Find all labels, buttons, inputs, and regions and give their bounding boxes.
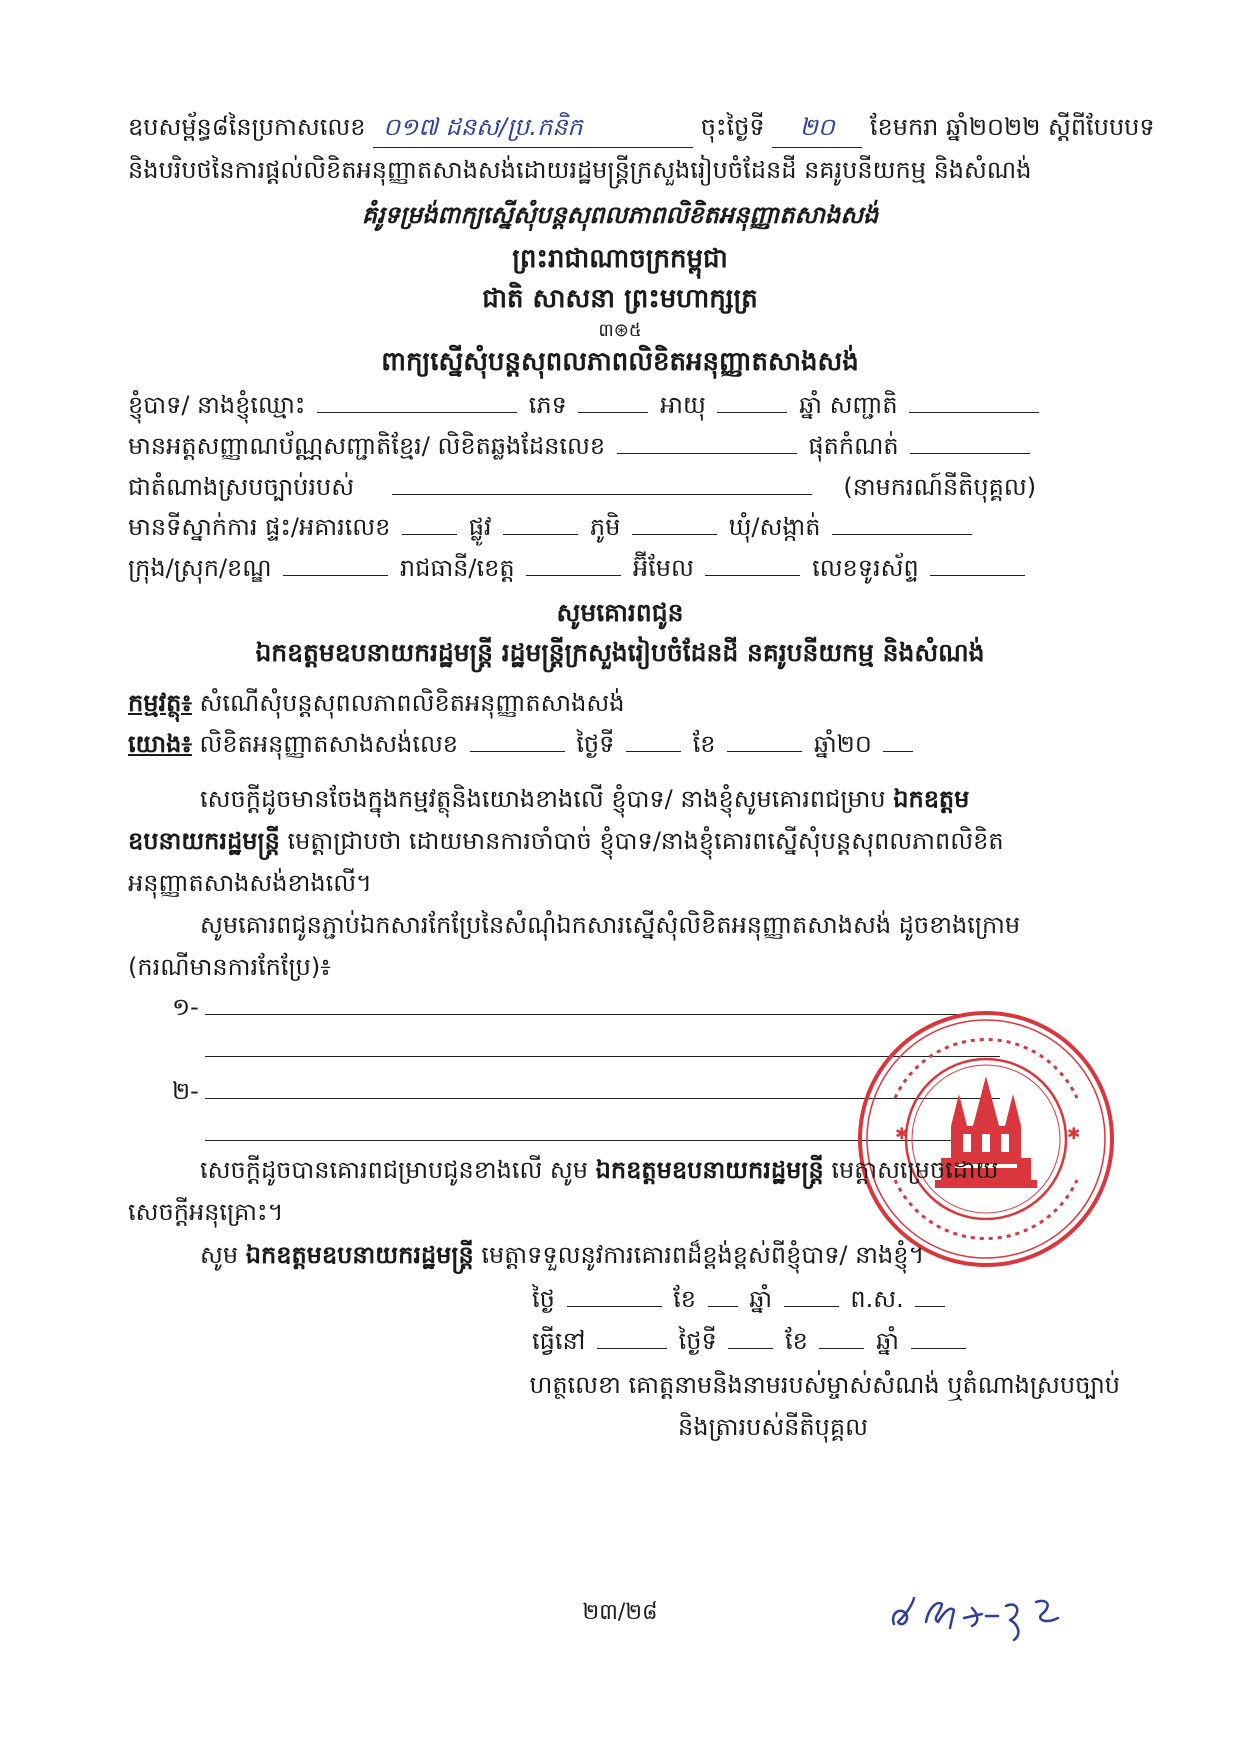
handwritten-signature <box>886 1584 1096 1644</box>
header-line1-end: ខែមករា ឆ្នាំ២០២២ ស្តីពីបែបបទ <box>869 113 1155 141</box>
made-at-label: ធ្វើនៅ <box>532 1327 586 1355</box>
page-number: ២៣/២៨ <box>582 1600 658 1625</box>
reference-text: លិខិតអនុញ្ញាតសាងសង់លេខ <box>199 730 459 758</box>
body-p1-line3: អនុញ្ញាតសាងសង់ខាងលើ។ <box>128 869 372 897</box>
svg-text:✱: ✱ <box>895 1124 909 1143</box>
prakas-day: ២០ <box>772 112 862 148</box>
address-label: មានទីស្នាក់ការ ផ្ទះ/អគារលេខ <box>128 513 391 541</box>
province-label: រាជធានី/ខេត្ត <box>399 554 515 582</box>
prakas-number: ០១៧ ដនស/ប្រ.កនិក <box>373 112 693 148</box>
city-field[interactable] <box>283 574 388 576</box>
lunar-month-field[interactable] <box>708 1305 738 1307</box>
body-p3-text: សេចក្តីដូចបានគោរពជម្រាបជូនខាងលើ សូម <box>200 1156 589 1184</box>
sex-field[interactable] <box>578 411 648 413</box>
date-year-label: ឆ្នាំ <box>876 1327 899 1355</box>
reference-day-label: ថ្ងៃទី <box>576 730 615 758</box>
date-year-field[interactable] <box>911 1347 966 1349</box>
entity-label: (នាមករណ៍នីតិបុគ្គល) <box>843 473 1037 501</box>
form-title: គំរូទម្រង់ពាក្យស្នើសុំបន្តសុពលភាពលិខិតអនុញ្ញាតសាងសង់ <box>361 201 879 229</box>
subject-text: សំណើសុំបន្តសុពលភាពលិខិតអនុញ្ញាតសាងសង់ <box>199 689 625 717</box>
year-label: ឆ្នាំ <box>799 391 822 419</box>
body-p2-line1: សូមគោរពជូនភ្ជាប់ឯកសារកែប្រែនៃសំណុំឯកសារស្នើសុំលិខិតអនុញ្ញាតសាងសង់ ដូចខាងក្រោម <box>200 911 1021 939</box>
commune-label: ឃុំ/សង្កាត់ <box>728 513 821 541</box>
body-p4-text: សូម <box>200 1241 239 1269</box>
expiry-field[interactable] <box>910 452 1030 454</box>
applicant-line4 <box>128 512 976 547</box>
province-field[interactable] <box>526 574 621 576</box>
body-p1-text: សេចក្តីដូចមានចែងក្នុងកម្មវត្ថុនិងយោងខាងលើ ខ្ញុំបាទ/ នាងខ្ញុំសូមគោរពជម្រាប <box>200 785 886 813</box>
name-field[interactable] <box>317 411 517 413</box>
lunar-month-label: ខែ <box>673 1285 696 1313</box>
body-p1-excellency: ឯកឧត្តម <box>893 785 970 813</box>
ornament: ៣⊛៥ <box>598 320 642 341</box>
body-p4-text2: មេត្តាទទួលនូវការគោរពដ៏ខ្ពង់ខ្ពស់ពីខ្ញុំបាទ/ នាងខ្ញុំ។ <box>481 1241 925 1269</box>
lunar-year-field[interactable] <box>784 1305 839 1307</box>
kingdom-motto: ជាតិ សាសនា ព្រះមហាក្សត្រ <box>482 284 758 314</box>
item1-label: ១- <box>172 993 199 1021</box>
signature-line1: ហត្ថលេខា គោត្តនាមនិងនាមរបស់ម្ចាស់សំណង់ ឬតំណាងស្របច្បាប់ <box>529 1371 1120 1399</box>
lunar-day-field[interactable] <box>567 1305 662 1307</box>
body-p3-line2: សេចក្តីអនុគ្រោះ។ <box>128 1198 284 1226</box>
respect-heading: សូមគោរពជូន <box>556 598 684 627</box>
be-field[interactable] <box>915 1305 945 1307</box>
applicant-line3 <box>128 472 1036 507</box>
subject-label: កម្មវត្ថុ៖ <box>128 689 192 717</box>
be-label: ព.ស. <box>850 1285 904 1313</box>
sex-label: ភេទ <box>528 391 567 419</box>
reference-year-field[interactable] <box>883 750 913 752</box>
age-label: អាយុ <box>660 391 706 419</box>
subject-line <box>128 688 624 723</box>
age-field[interactable] <box>717 411 787 413</box>
date-month-label: ខែ <box>784 1327 808 1355</box>
body-p2-line2: (ករណីមានការកែប្រែ)៖ <box>128 953 331 981</box>
lunar-year-label: ឆ្នាំ <box>749 1285 773 1313</box>
made-at-field[interactable] <box>597 1347 667 1349</box>
body-p3-text2: មេត្តាសម្រេចដោយ <box>831 1156 999 1184</box>
house-no-field[interactable] <box>402 533 457 535</box>
city-label: ក្រុង/ស្រុក/ខណ្ឌ <box>128 554 272 582</box>
phone-label: លេខទូរស័ព្ទ <box>812 554 919 582</box>
made-at-line <box>532 1326 970 1361</box>
body-p3-line1 <box>200 1155 998 1190</box>
street-label: ផ្លូវ <box>468 513 492 541</box>
signature-line2: និងត្រារបស់នីតិបុគ្គល <box>678 1413 868 1441</box>
lunar-date-line <box>532 1284 949 1319</box>
kingdom-name: ព្រះរាជាណាចក្រកម្ពុជា <box>512 244 728 274</box>
body-p4-title: ឯកឧត្តមឧបនាយករដ្ឋមន្ត្រី <box>245 1241 474 1269</box>
date-day-field[interactable] <box>728 1347 773 1349</box>
body-p4-line <box>200 1240 924 1275</box>
id-label: មានអត្តសញ្ញាណប័ណ្ណសញ្ជាតិខ្មែរ/ លិខិតឆ្លងដែនលេខ <box>128 432 606 460</box>
header-date-label: ចុះថ្ងៃទី <box>700 113 765 141</box>
reference-number-field[interactable] <box>470 750 565 752</box>
nationality-label: សញ្ជាតិ <box>829 391 898 419</box>
body-p3-title: ឯកឧត្តមឧបនាយករដ្ឋមន្ត្រី <box>595 1156 824 1184</box>
email-field[interactable] <box>705 574 800 576</box>
reference-line <box>128 729 917 764</box>
street-field[interactable] <box>503 533 578 535</box>
commune-field[interactable] <box>832 533 972 535</box>
lunar-day-label: ថ្ងៃ <box>532 1285 555 1313</box>
body-p1-text2: មេត្តាជ្រាបថា ដោយមានការចាំបាច់ ខ្ញុំបាទ/នាងខ្ញុំគោរពស្នើសុំបន្តសុពលភាពលិខិត <box>287 827 1004 855</box>
item2-label: ២- <box>172 1077 199 1105</box>
reference-year-label: ឆ្នាំ២០ <box>813 730 872 758</box>
date-day-label: ថ្ងៃទី <box>678 1327 717 1355</box>
village-field[interactable] <box>632 533 717 535</box>
body-p1-line1 <box>200 784 969 819</box>
header-prakas-label: ឧបសម្ព័ន្ធ៨នៃប្រកាសលេខ <box>128 113 366 141</box>
email-label: អ៊ីមែល <box>632 554 694 582</box>
request-title: ពាក្យស្នើសុំបន្តសុពលភាពលិខិតអនុញ្ញាតសាងសង់ <box>381 347 859 377</box>
applicant-line5 <box>128 553 1029 588</box>
reference-label: យោង៖ <box>128 730 192 758</box>
body-p1-line2 <box>128 826 1004 861</box>
recipient-heading: ឯកឧត្តមឧបនាយករដ្ឋមន្ត្រី រដ្ឋមន្ត្រីក្រសួងរៀបចំដែនដី នគរូបនីយកម្ម និងសំណង់ <box>255 638 985 667</box>
applicant-line2 <box>128 431 1034 466</box>
svg-text:✱: ✱ <box>1067 1124 1081 1143</box>
phone-field[interactable] <box>930 574 1025 576</box>
body-p1-title: ឧបនាយករដ្ឋមន្ត្រី <box>128 827 280 855</box>
entity-field[interactable] <box>392 493 812 495</box>
reference-month-label: ខែ <box>692 730 716 758</box>
reference-day-field[interactable] <box>626 750 681 752</box>
nationality-field[interactable] <box>909 411 1039 413</box>
name-label: ខ្ញុំបាទ/ នាងខ្ញុំឈ្មោះ <box>128 391 306 419</box>
village-label: ភូមិ <box>589 513 621 541</box>
header-line1 <box>128 112 1155 148</box>
id-number-field[interactable] <box>617 452 797 454</box>
applicant-line1 <box>128 390 1043 425</box>
header-line2: និងបរិបថនៃការផ្តល់លិខិតអនុញ្ញាតសាងសង់ដោយរដ្ឋមន្ត្រីក្រសួងរៀបចំដែនដី នគរូបនីយកម្ម និងសំណង់ <box>128 156 1032 184</box>
official-stamp <box>855 1008 1117 1270</box>
reference-month-field[interactable] <box>727 750 802 752</box>
expiry-label: ផុតកំណត់ <box>808 432 899 460</box>
represent-label: ជាតំណាងស្របច្បាប់របស់ <box>128 473 355 501</box>
date-month-field[interactable] <box>819 1347 864 1349</box>
